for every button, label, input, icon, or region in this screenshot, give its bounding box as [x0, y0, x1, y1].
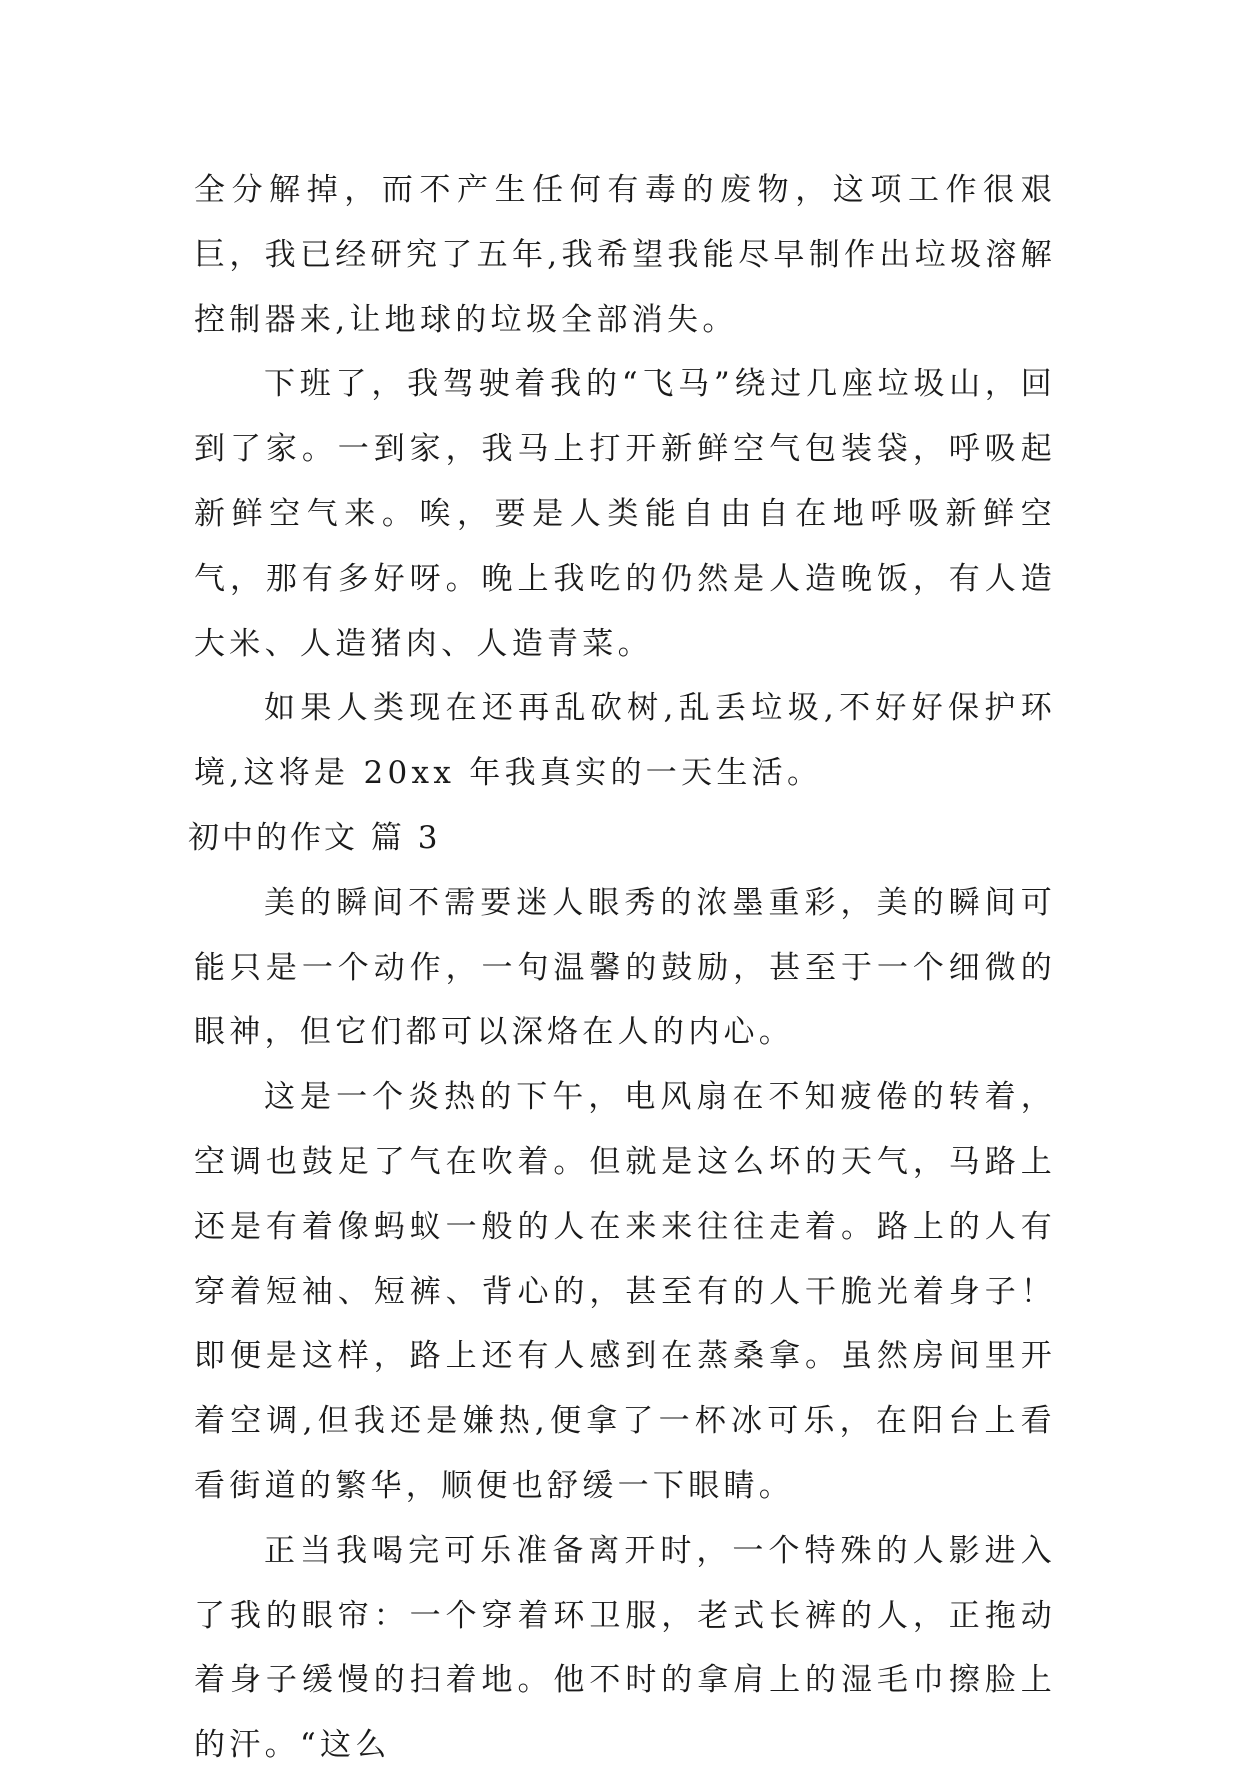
paragraph-4: 美的瞬间不需要迷人眼秀的浓墨重彩，美的瞬间可能只是一个动作，一句温馨的鼓励，甚至于一个细微的眼神，但它们都可以深烙在人的内心。 [194, 884, 1056, 1051]
paragraph-2: 下班了，我驾驶着我的“飞马”绕过几座垃圾山，回到了家。一到家，我马上打开新鲜空气包装袋，呼吸起新鲜空气来。唉，要是人类能自由自在地呼吸新鲜空气，那有多好呀。晚上我吃的仍然是人造晚饭，有人造大米、人造猪肉、人造青菜。 [194, 366, 1056, 662]
section-heading: 初中的作文 篇 3 [188, 819, 441, 856]
paragraph-1: 全分解掉，而不产生任何有毒的废物，这项工作很艰巨，我已经研究了五年,我希望我能尽早制作出垃圾溶解控制器来,让地球的垃圾全部消失。 [194, 172, 1056, 338]
paragraph-3: 如果人类现在还再乱砍树,乱丢垃圾,不好好保护环境,这将是 20xx 年我真实的一天生活。 [194, 690, 1056, 792]
paragraph-5: 这是一个炎热的下午，电风扇在不知疲倦的转着，空调也鼓足了气在吹着。但就是这么坏的天气，马路上还是有着像蚂蚁一般的人在来来往往走着。路上的人有穿着短袖、短裤、背心的，甚至有的人干脆光着身子！即便是这样，路上还有人感到在蒸桑拿。虽然房间里开着空调,但我还是嫌热,便拿了一杯冰可乐，在阳台上看看街道的繁华，顺便也舒缓一下眼睛。 [194, 1079, 1056, 1504]
document-page [188, 158, 1056, 1778]
paragraph-6: 正当我喝完可乐准备离开时，一个特殊的人影进入了我的眼帘：一个穿着环卫服，老式长裤的人，正拖动着身子缓慢的扫着地。他不时的拿肩上的湿毛巾擦脸上的汗。“这么 [194, 1532, 1056, 1764]
